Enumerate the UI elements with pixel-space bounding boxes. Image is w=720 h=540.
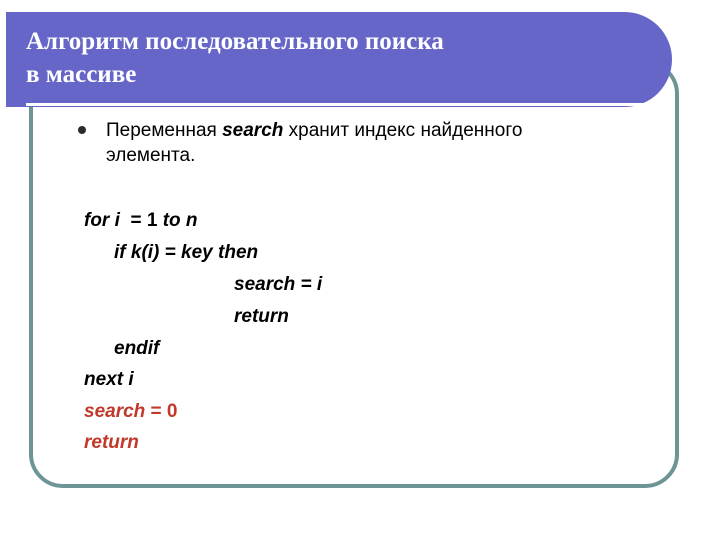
bullet-line-2: элемента. xyxy=(106,145,196,166)
code-search-zero-b: = 0 xyxy=(150,401,178,422)
title-underline xyxy=(26,103,643,106)
code-line-assign: search = i xyxy=(234,274,323,295)
code-line-return-final: return xyxy=(84,432,139,453)
code-line-if: if k(i) = key then xyxy=(114,242,259,263)
bullet-prefix: Переменная xyxy=(106,120,223,141)
code-line-for xyxy=(84,209,198,233)
code-for-part-c: to n xyxy=(162,210,198,231)
code-line-next: next i xyxy=(84,369,134,390)
title-line-2: в массиве xyxy=(26,61,137,88)
bullet-icon xyxy=(78,126,86,134)
code-for-part-b: = 1 xyxy=(130,210,163,231)
code-line-search-zero xyxy=(84,400,178,424)
code-line-return-inner: return xyxy=(234,306,289,327)
code-for-part-a: for i xyxy=(84,210,131,231)
bullet-keyword: search xyxy=(222,120,284,141)
slide-title xyxy=(26,25,646,91)
title-line-1: Алгоритм последовательного поиска xyxy=(26,28,444,55)
bullet-line-1 xyxy=(106,118,626,143)
bullet-text xyxy=(106,118,626,168)
code-line-endif: endif xyxy=(114,338,160,359)
bullet-suffix: хранит индекс найденного xyxy=(283,120,523,141)
code-search-zero-a: search xyxy=(84,401,151,422)
